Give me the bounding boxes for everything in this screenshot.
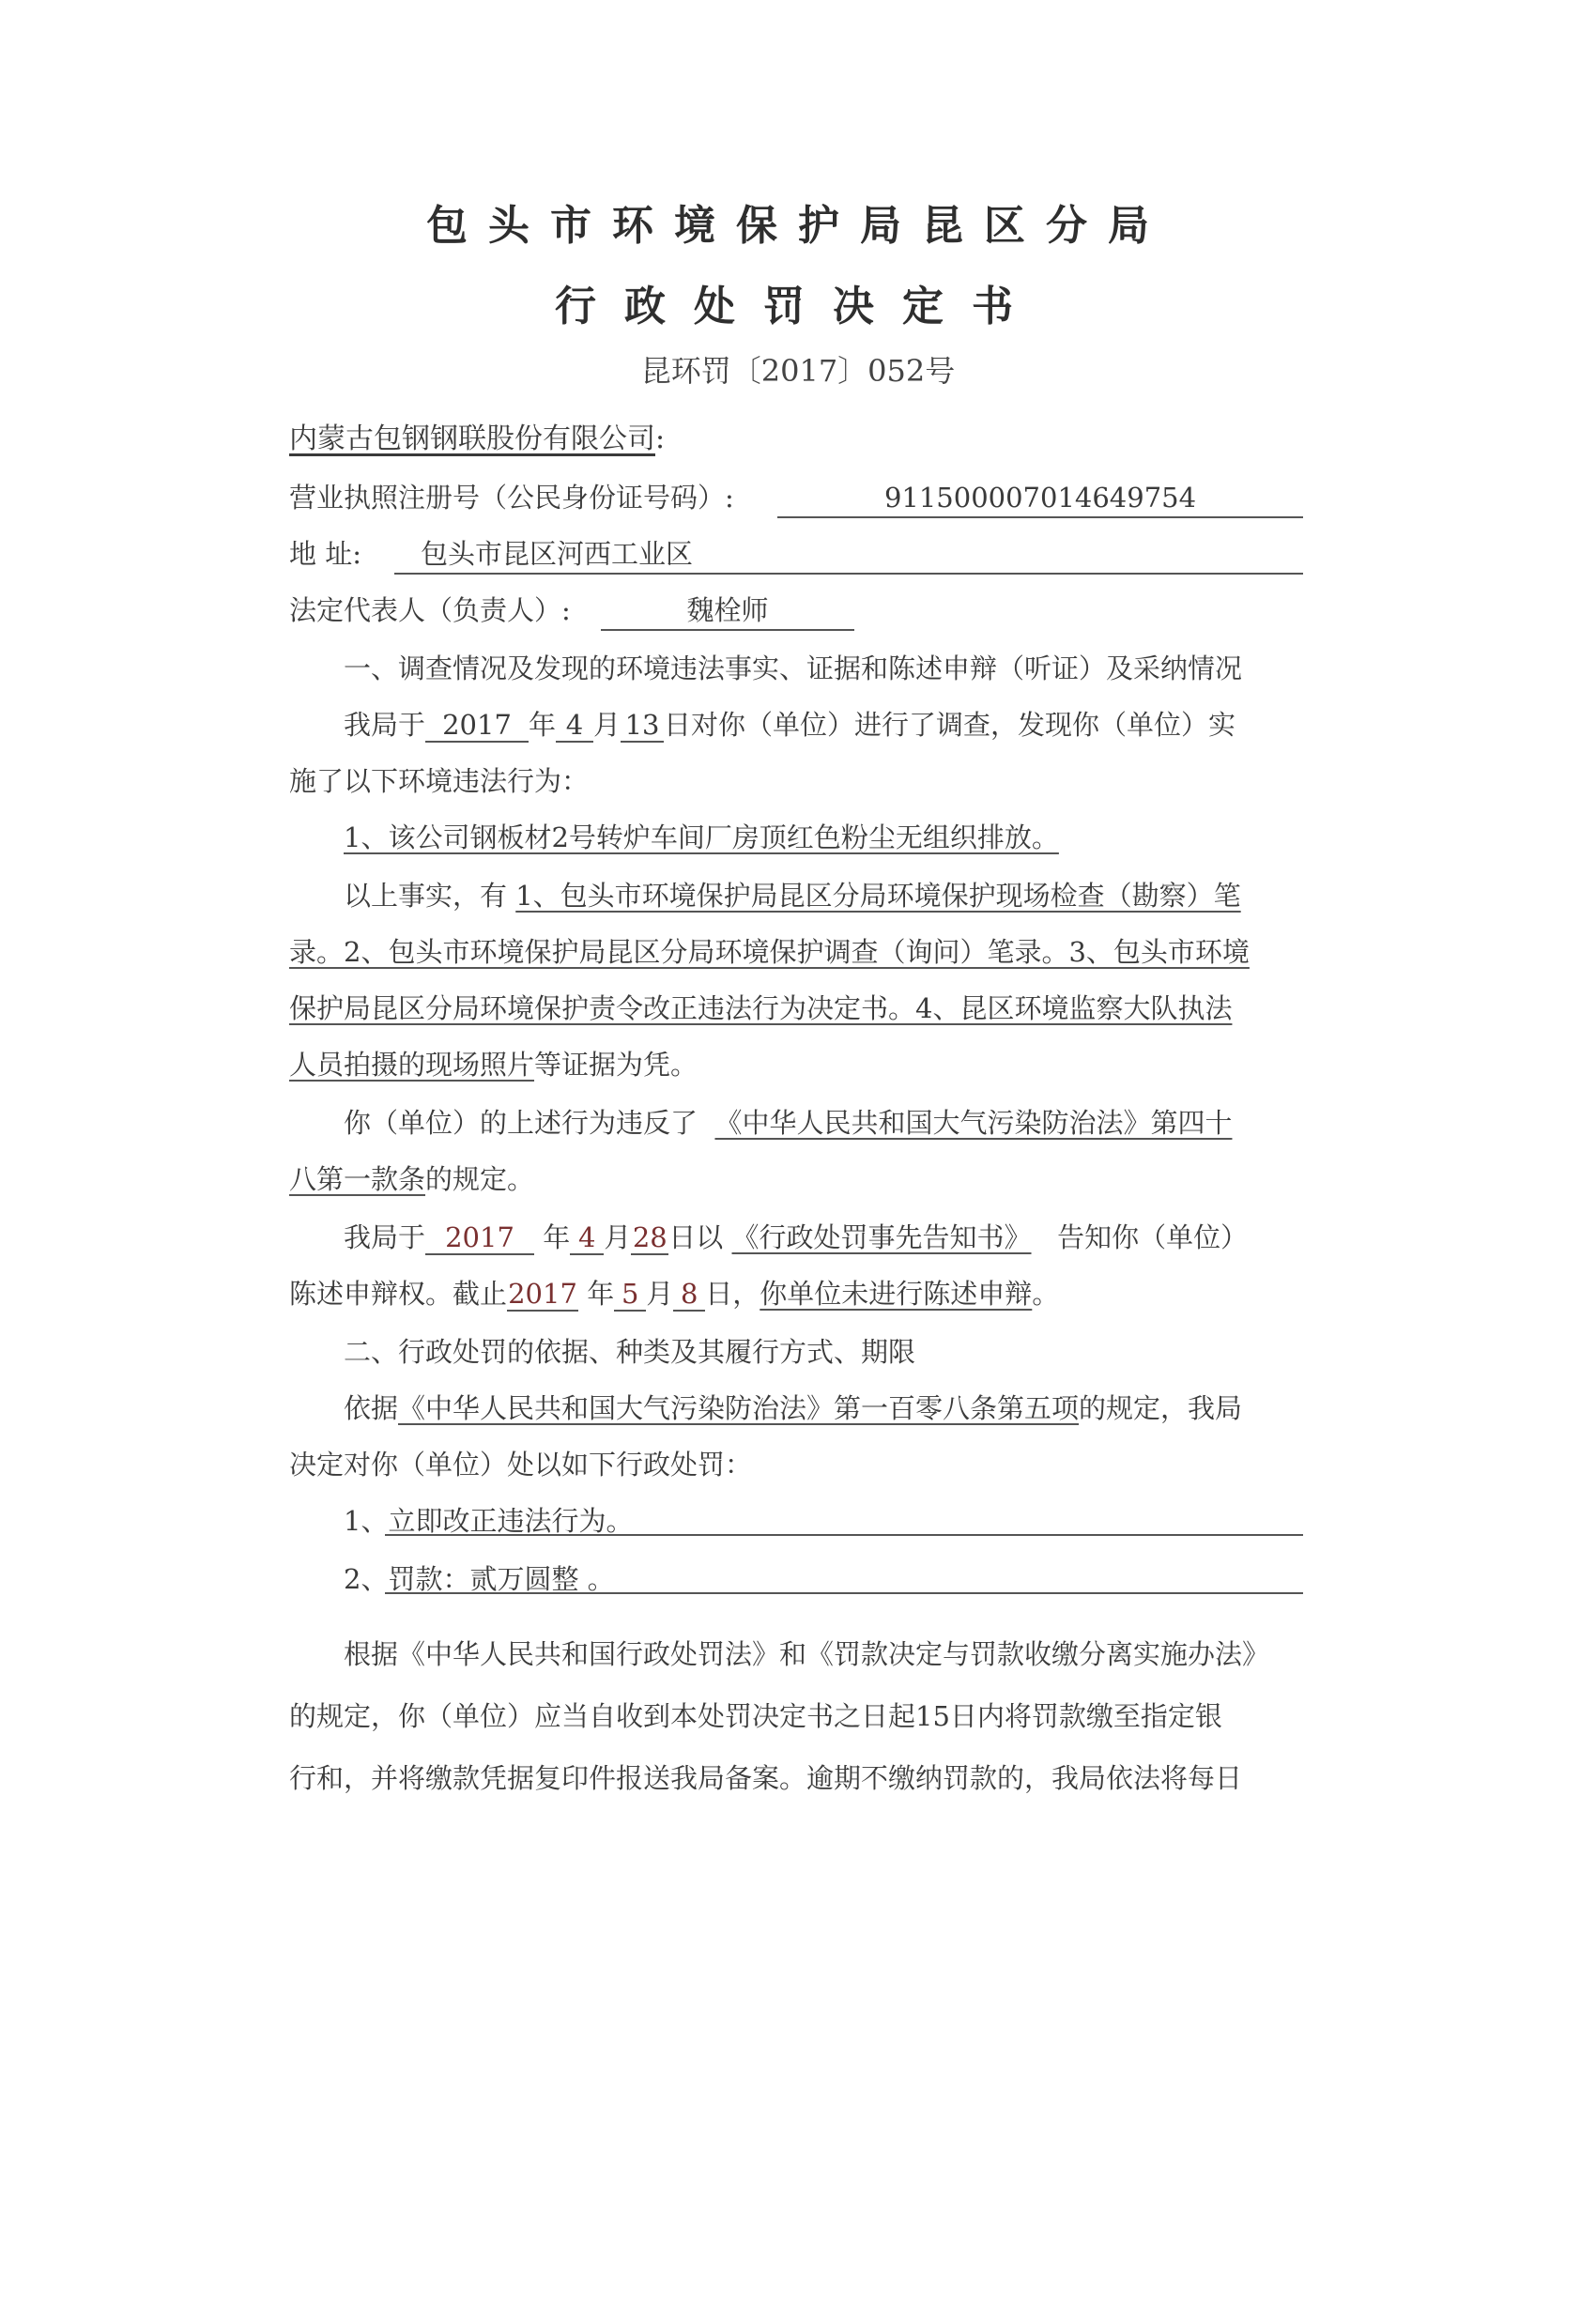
company-suffix: :	[655, 422, 666, 455]
notice-month: 4	[570, 1221, 604, 1255]
payment-line3: 行和，并将缴款凭据复印件报送我局备案。逾期不缴纳罚款的，我局依法将每日	[289, 1762, 1243, 1794]
doc-number: 昆环罚〔2017〕052号	[640, 353, 956, 389]
law-line2: 八第一款条的规定。	[289, 1163, 535, 1195]
evidence-line3: 保护局昆区分局环境保护责令改正违法行为决定书。4、昆区环境监察大队执法	[289, 992, 1233, 1024]
notice-year: 2017	[425, 1221, 534, 1255]
notice-line2: 陈述申辩权。截止2017 年 5 月 8 日，你单位未进行陈述申辩。	[289, 1278, 1060, 1310]
payment-line2: 的规定，你（单位）应当自收到本处罚决定书之日起15日内将罚款缴至指定银	[289, 1700, 1222, 1732]
license-label: 营业执照注册号（公民身份证号码）:	[289, 482, 734, 514]
deadline-day: 8	[673, 1278, 705, 1312]
inspection-line2: 施了以下环境违法行为：	[289, 765, 590, 797]
payment-line1: 根据《中华人民共和国行政处罚法》和《罚款决定与罚款收缴分离实施办法》	[344, 1638, 1270, 1670]
inspection-month: 4	[556, 709, 593, 743]
law-line1: 你（单位）的上述行为违反了 《中华人民共和国大气污染防治法》第四十	[344, 1107, 1233, 1139]
deadline-month: 5	[614, 1278, 646, 1312]
penalty-1-underline	[385, 1534, 1303, 1536]
inspection-line: 我局于 2017 年 4 月 13 日对你（单位）进行了调查，发现你（单位）实	[344, 709, 1236, 741]
notice-day: 28	[632, 1221, 668, 1253]
evidence-line2: 录。2、包头市环境保护局昆区分局环境保护调查（询问）笔录。3、包头市环境	[289, 936, 1250, 968]
evidence-line1: 以上事实，有 1、包头市环境保护局昆区分局环境保护现场检查（勘察）笔	[344, 880, 1241, 912]
notice-document: 《行政处罚事先告知书》	[731, 1221, 1032, 1253]
rep-label: 法定代表人（负责人）:	[289, 594, 571, 626]
notice-line1: 我局于 2017 年 4 月28日以 《行政处罚事先告知书》 告知你（单位）	[344, 1221, 1249, 1253]
doc-title: 行政处罚决定书	[555, 283, 1041, 330]
basis-line2: 决定对你（单位）处以如下行政处罚：	[289, 1449, 753, 1481]
rep-value: 魏栓师	[601, 591, 854, 631]
address-value: 包头市昆区河西工业区	[394, 535, 1303, 575]
evidence-line4: 人员拍摄的现场照片等证据为凭。	[289, 1049, 698, 1081]
license-value: 911500007014649754	[777, 479, 1303, 518]
section2-heading: 二、行政处罚的依据、种类及其履行方式、期限	[344, 1336, 916, 1368]
address-label: 地 址:	[289, 538, 361, 570]
company-line	[289, 421, 665, 458]
company-name: 内蒙古包钢钢联股份有限公司	[289, 422, 655, 455]
penalty-item-1: 1、立即改正违法行为。	[344, 1505, 634, 1537]
basis-line1: 依据《中华人民共和国大气污染防治法》第一百零八条第五项的规定，我局	[344, 1392, 1243, 1424]
inspection-day: 13	[621, 709, 664, 743]
section1-heading: 一、调查情况及发现的环境违法事实、证据和陈述申辩（听证）及采纳情况	[344, 652, 1243, 684]
penalty-2-underline	[385, 1592, 1303, 1594]
penalty-item-2: 2、罚款：贰万圆整 。	[344, 1563, 615, 1595]
deadline-year: 2017	[508, 1278, 577, 1310]
inspection-year: 2017	[425, 709, 529, 743]
org-title: 包头市环境保护局昆区分局	[426, 202, 1170, 250]
violation-item: 1、该公司钢板材2号转炉车间厂房顶红色粉尘无组织排放。	[344, 821, 1059, 853]
